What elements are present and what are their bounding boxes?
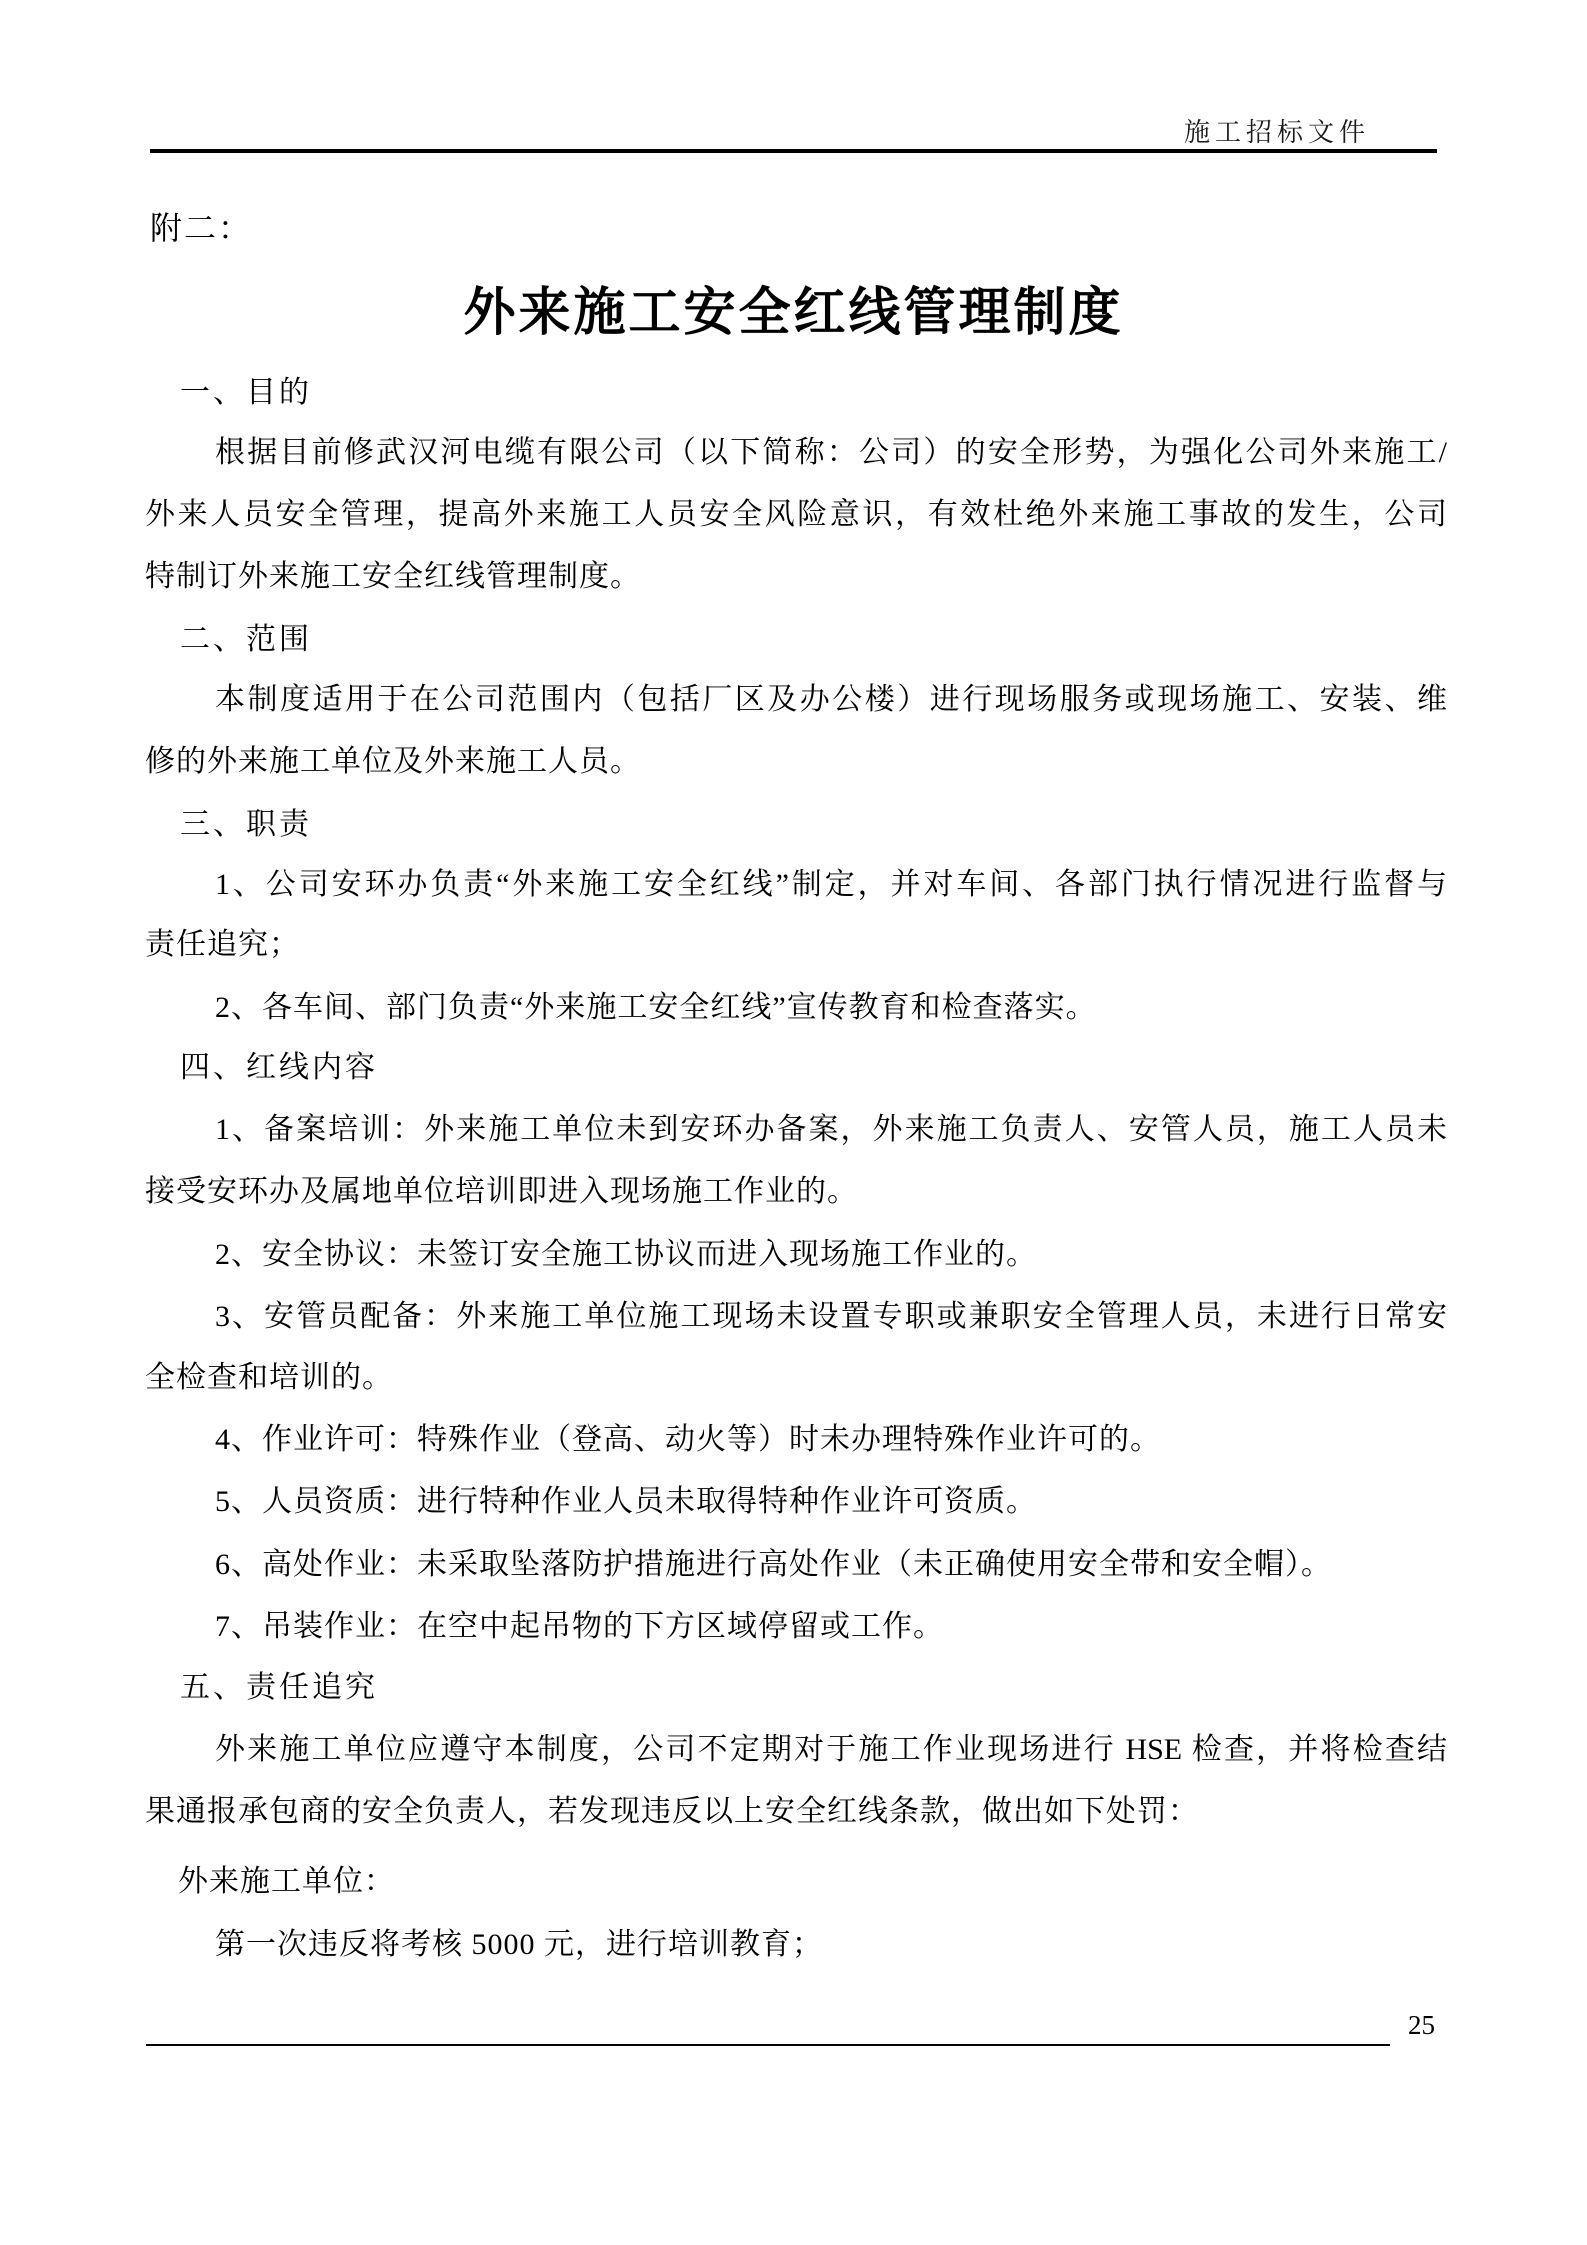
section-heading-duties: 三、职责 <box>180 808 312 841</box>
list-item-line: 7、吊装作业：在空中起吊物的下方区域停留或工作。 <box>215 1610 944 1643</box>
list-item-line: 5、人员资质：进行特种作业人员未取得特种作业许可资质。 <box>215 1485 1037 1518</box>
paragraph-line: 外来人员安全管理，提高外来施工人员安全风险意识，有效杜绝外来施工事故的发生，公司 <box>145 498 1447 531</box>
paragraph-line: 外来施工单位应遵守本制度，公司不定期对于施工作业现场进行 HSE 检查，并将检查结 <box>215 1733 1447 1766</box>
section-heading-redlines: 四、红线内容 <box>180 1051 378 1084</box>
paragraph-line: 修的外来施工单位及外来施工人员。 <box>145 745 641 778</box>
paragraph-line: 第一次违反将考核 5000 元，进行培训教育； <box>215 1928 823 1961</box>
paragraph-line: 本制度适用于在公司范围内（包括厂区及办公楼）进行现场服务或现场施工、安装、维 <box>215 683 1447 716</box>
section-heading-scope: 二、范围 <box>180 623 312 656</box>
paragraph-line: 全检查和培训的。 <box>145 1361 393 1394</box>
footer-rule <box>146 2044 1390 2046</box>
page-number: 25 <box>1408 2010 1435 2040</box>
header-rule <box>150 149 1437 153</box>
list-item-line: 6、高处作业：未采取坠落防护措施进行高处作业（未正确使用安全带和安全帽）。 <box>215 1548 1332 1581</box>
page-title: 外来施工安全红线管理制度 <box>463 285 1124 342</box>
sub-label-line: 外来施工单位： <box>178 1865 395 1898</box>
paragraph-line: 接受安环办及属地单位培训即进入现场施工作业的。 <box>145 1175 858 1208</box>
paragraph-line: 责任追究； <box>145 928 300 961</box>
list-item-line: 2、各车间、部门负责“外来施工安全红线”宣传教育和检查落实。 <box>215 991 1097 1024</box>
list-item-line: 2、安全协议：未签订安全施工协议而进入现场施工作业的。 <box>215 1238 1037 1271</box>
list-item-line: 3、安管员配备：外来施工单位施工现场未设置专职或兼职安全管理人员，未进行日常安 <box>215 1300 1447 1333</box>
annex-label: 附二： <box>150 210 253 246</box>
section-heading-accountability: 五、责任追究 <box>180 1671 378 1704</box>
list-item-line: 1、备案培训：外来施工单位未到安环办备案，外来施工负责人、安管人员，施工人员未 <box>215 1113 1447 1146</box>
paragraph-line: 特制订外来施工安全红线管理制度。 <box>145 560 641 593</box>
paragraph-line: 根据目前修武汉河电缆有限公司（以下简称：公司）的安全形势，为强化公司外来施工/ <box>215 436 1447 469</box>
paragraph-line: 果通报承包商的安全负责人，若发现违反以上安全红线条款，做出如下处罚： <box>145 1795 1199 1828</box>
section-heading-purpose: 一、目的 <box>180 376 312 409</box>
list-item-line: 4、作业许可：特殊作业（登高、动火等）时未办理特殊作业许可的。 <box>215 1423 1161 1456</box>
list-item-line: 1、公司安环办负责“外来施工安全红线”制定，并对车间、各部门执行情况进行监督与 <box>215 868 1447 901</box>
header-doc-type: 施工招标文件 <box>1183 118 1370 147</box>
